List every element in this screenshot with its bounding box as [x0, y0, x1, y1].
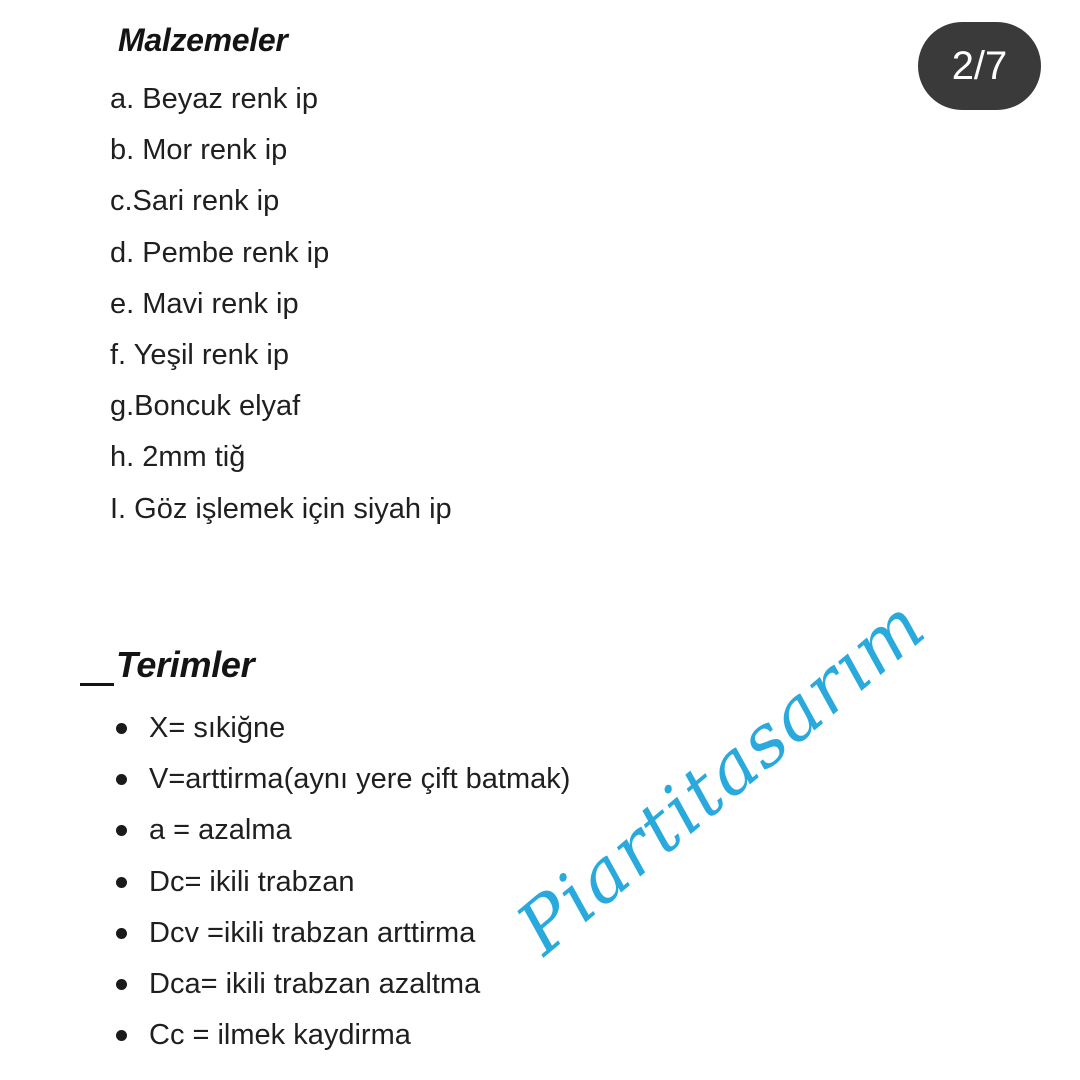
term-text: Dcv =ikili trabzan arttirma	[149, 916, 476, 949]
material-item: g.Boncuk elyaf	[110, 390, 301, 423]
term-item	[116, 805, 570, 856]
term-text: V=arttirma(aynı yere çift batmak)	[149, 763, 571, 796]
bullet-icon	[116, 825, 127, 836]
bullet-icon	[116, 723, 127, 734]
material-item: d. Pembe renk ip	[110, 236, 330, 269]
material-item: b. Mor renk ip	[110, 134, 288, 167]
term-item	[116, 857, 570, 908]
bullet-icon	[116, 774, 127, 785]
term-item	[116, 703, 570, 754]
term-item	[116, 754, 570, 805]
watermark: Piartitasarım	[501, 581, 942, 971]
term-item	[116, 908, 570, 959]
bullet-icon	[116, 1030, 127, 1041]
term-item	[116, 959, 570, 1010]
material-item: h. 2mm tiğ	[110, 441, 246, 474]
heading-underscore-mark	[80, 683, 114, 686]
term-text: a = azalma	[149, 814, 292, 847]
bullet-icon	[116, 979, 127, 990]
material-item: e. Mavi renk ip	[110, 287, 299, 320]
material-item: c.Sari renk ip	[110, 185, 280, 218]
term-text: Dca= ikili trabzan azaltma	[149, 967, 481, 1000]
bullet-icon	[116, 877, 127, 888]
term-text: X= sıkiğne	[149, 712, 286, 744]
page-indicator-badge: 2/7	[918, 22, 1041, 110]
term-text: Dc= ikili trabzan	[149, 865, 355, 898]
term-item	[116, 1010, 570, 1061]
bullet-icon	[116, 928, 127, 939]
materials-heading: Malzemeler	[118, 22, 288, 58]
terms-heading: Terimler	[116, 644, 255, 685]
terms-list	[116, 703, 570, 1061]
materials-list	[110, 74, 452, 535]
material-item: f. Yeşil renk ip	[110, 338, 289, 371]
material-item: I. Göz işlemek için siyah ip	[110, 492, 452, 525]
term-text: Cc = ilmek kaydirma	[149, 1019, 411, 1052]
material-item: a. Beyaz renk ip	[110, 83, 318, 115]
